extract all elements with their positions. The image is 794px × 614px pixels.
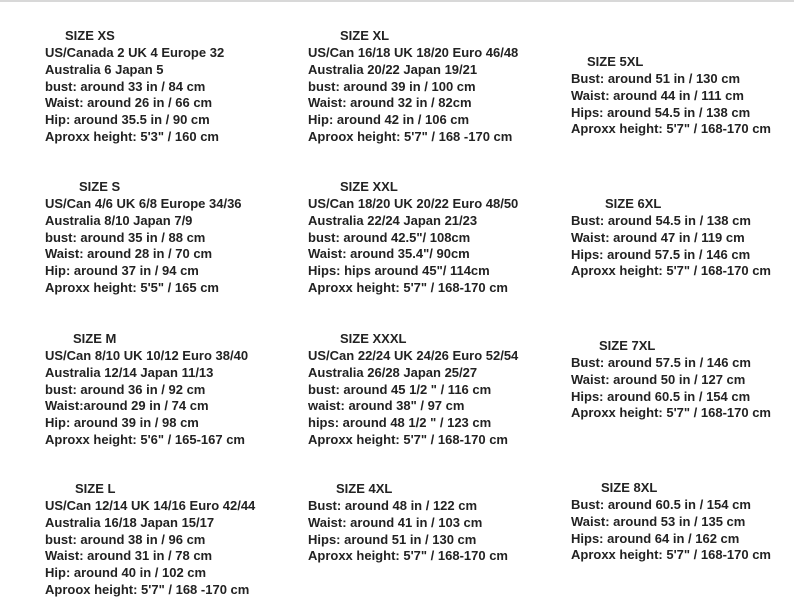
size-block-xs <box>45 28 224 146</box>
size-title: SIZE XXXL <box>340 331 407 346</box>
size-line: Australia 26/28 Japan 25/27 <box>308 364 478 380</box>
size-line: Hip: around 42 in / 106 cm <box>308 112 470 128</box>
size-line: Bust: around 51 in / 130 cm <box>571 71 741 86</box>
size-title: SIZE 7XL <box>599 338 656 353</box>
size-line: bust: around 38 in / 96 cm <box>45 531 206 547</box>
size-line: Aproxx height: 5'7" / 168-170 cm <box>571 263 771 279</box>
size-title: SIZE 6XL <box>605 196 662 211</box>
size-block-6xl <box>571 196 771 280</box>
size-block-s <box>45 179 242 297</box>
size-title: SIZE XS <box>65 28 115 43</box>
size-line: Waist:around 29 in / 74 cm <box>45 398 209 414</box>
size-line: US/Can 12/14 UK 14/16 Euro 42/44 <box>45 498 256 513</box>
size-line: bust: around 45 1/2 " / 116 cm <box>308 381 492 397</box>
size-line: Bust: around 48 in / 122 cm <box>308 498 478 513</box>
size-line: Hips: around 57.5 in / 146 cm <box>571 246 751 262</box>
size-title: SIZE M <box>73 331 117 346</box>
size-title: SIZE L <box>75 481 116 496</box>
size-line: US/Can 8/10 UK 10/12 Euro 38/40 <box>45 348 249 363</box>
size-block-7xl <box>571 338 771 422</box>
size-line: Hip: around 39 in / 98 cm <box>45 415 199 431</box>
size-line: Aproxx height: 5'7" / 168-170 cm <box>571 547 771 563</box>
size-line: Aproxx height: 5'7" / 168-170 cm <box>571 405 771 421</box>
size-line: Bust: around 54.5 in / 138 cm <box>571 213 751 228</box>
size-line: Aproxx height: 5'7" / 168-170 cm <box>308 431 508 447</box>
size-line: Waist: around 26 in / 66 cm <box>45 95 213 111</box>
size-line: Hips: around 60.5 in / 154 cm <box>571 388 751 404</box>
size-line: Bust: around 57.5 in / 146 cm <box>571 355 751 370</box>
size-line: Australia 8/10 Japan 7/9 <box>45 212 193 228</box>
size-line: Waist: around 53 in / 135 cm <box>571 513 746 529</box>
size-block-l <box>45 481 255 599</box>
size-line: US/Can 22/24 UK 24/26 Euro 52/54 <box>308 348 519 363</box>
size-title: SIZE 8XL <box>601 480 658 495</box>
size-line: bust: around 42.5"/ 108cm <box>308 229 471 245</box>
size-line: Waist: around 32 in / 82cm <box>308 95 472 111</box>
size-title: SIZE 5XL <box>587 54 644 69</box>
size-line: Aproox height: 5'7" / 168 -170 cm <box>308 128 513 144</box>
size-line: Hip: around 37 in / 94 cm <box>45 263 199 279</box>
size-block-8xl <box>571 480 771 564</box>
size-line: Aproxx height: 5'7" / 168-170 cm <box>308 279 508 295</box>
size-line: Waist: around 28 in / 70 cm <box>45 246 213 262</box>
size-line: Waist: around 47 in / 119 cm <box>571 229 745 245</box>
size-line: US/Can 4/6 UK 6/8 Europe 34/36 <box>45 196 242 211</box>
size-line: Waist: around 35.4"/ 90cm <box>308 246 470 262</box>
size-line: bust: around 35 in / 88 cm <box>45 229 206 245</box>
size-line: Australia 20/22 Japan 19/21 <box>308 61 478 77</box>
size-title: SIZE XXL <box>340 179 398 194</box>
size-line: hips: around 48 1/2 " / 123 cm <box>308 415 492 431</box>
size-line: Hips: hips around 45"/ 114cm <box>308 263 490 279</box>
size-line: Hip: around 35.5 in / 90 cm <box>45 112 210 128</box>
size-line: Aproxx height: 5'5" / 165 cm <box>45 279 219 295</box>
size-line: Aproxx height: 5'7" / 168-170 cm <box>571 121 771 137</box>
size-line: Hips: around 54.5 in / 138 cm <box>571 104 751 120</box>
size-line: Waist: around 41 in / 103 cm <box>308 514 483 530</box>
size-block-4xl <box>308 481 508 565</box>
size-line: Australia 12/14 Japan 11/13 <box>45 364 214 380</box>
size-title: SIZE 4XL <box>336 481 393 496</box>
size-block-xl <box>308 28 518 146</box>
size-line: bust: around 36 in / 92 cm <box>45 381 206 397</box>
size-line: Waist: around 44 in / 111 cm <box>571 87 744 103</box>
size-line: US/Canada 2 UK 4 Europe 32 <box>45 45 225 60</box>
size-line: US/Can 18/20 UK 20/22 Euro 48/50 <box>308 196 519 211</box>
size-line: Hips: around 51 in / 130 cm <box>308 531 477 547</box>
size-block-xxxl <box>308 331 518 449</box>
size-line: Aproxx height: 5'3" / 160 cm <box>45 128 219 144</box>
size-line: Waist: around 50 in / 127 cm <box>571 371 746 387</box>
size-line: Australia 16/18 Japan 15/17 <box>45 514 215 530</box>
size-line: Aproox height: 5'7" / 168 -170 cm <box>45 581 250 597</box>
size-line: bust: around 33 in / 84 cm <box>45 78 206 94</box>
size-line: Australia 6 Japan 5 <box>45 61 164 77</box>
size-line: Aproxx height: 5'7" / 168-170 cm <box>308 548 508 564</box>
size-title: SIZE XL <box>340 28 390 43</box>
size-block-xxl <box>308 179 518 297</box>
size-title: SIZE S <box>79 179 121 194</box>
size-line: US/Can 16/18 UK 18/20 Euro 46/48 <box>308 45 519 60</box>
size-block-m <box>45 331 248 449</box>
size-line: Bust: around 60.5 in / 154 cm <box>571 497 751 512</box>
size-line: Hip: around 40 in / 102 cm <box>45 565 207 581</box>
size-line: Hips: around 64 in / 162 cm <box>571 530 740 546</box>
size-line: Aproxx height: 5'6" / 165-167 cm <box>45 431 245 447</box>
size-line: waist: around 38" / 97 cm <box>308 398 465 414</box>
size-block-5xl <box>571 54 771 138</box>
scan-edge-line <box>0 0 794 2</box>
size-line: Waist: around 31 in / 78 cm <box>45 548 213 564</box>
size-line: bust: around 39 in / 100 cm <box>308 78 476 94</box>
size-line: Australia 22/24 Japan 21/23 <box>308 212 478 228</box>
